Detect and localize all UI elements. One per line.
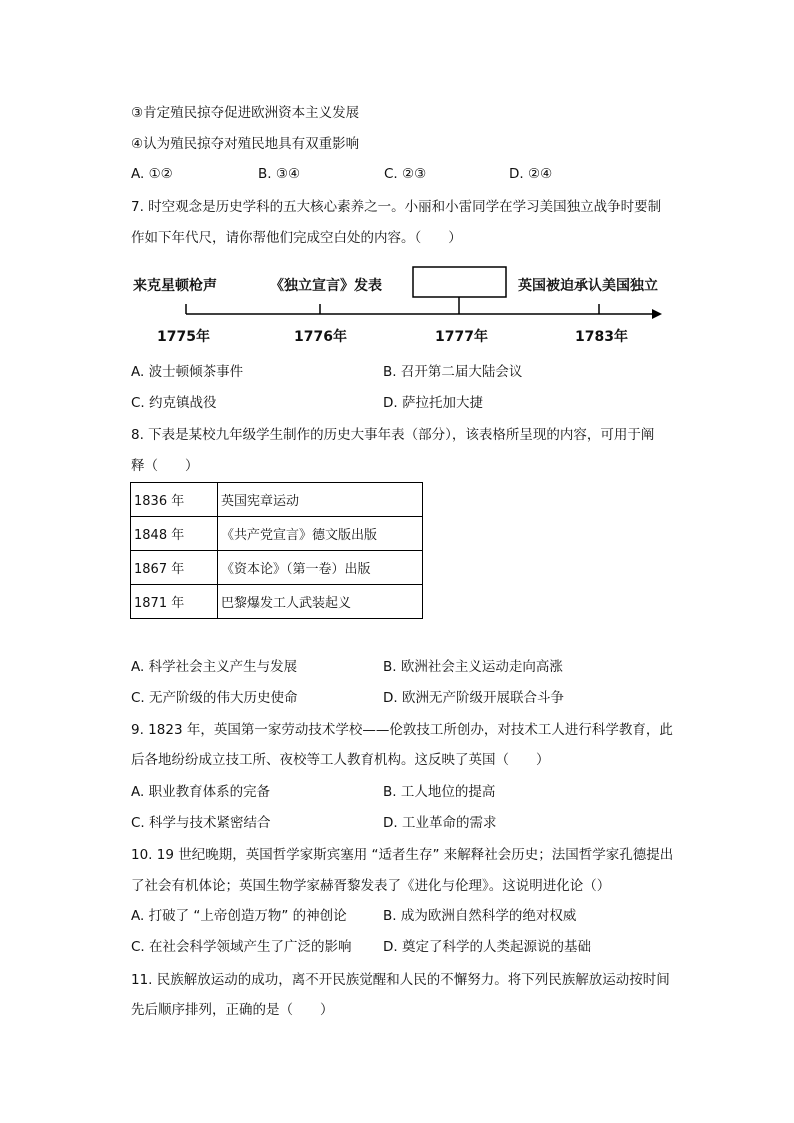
table-cell-year: 1848 年 <box>131 517 218 551</box>
q10-option-a: A. 打破了 “上帝创造万物” 的神创论 <box>131 908 347 924</box>
table-cell-event: 《共产党宣言》德文版出版 <box>218 517 423 551</box>
q8-option-b: B. 欧洲社会主义运动走向高涨 <box>383 659 563 675</box>
table-row <box>131 483 423 517</box>
timeline-year-1783: 1783年 <box>575 329 628 345</box>
table-cell-year: 1867 年 <box>131 551 218 585</box>
q11-stem-line1: 11. 民族解放运动的成功，离不开民族觉醒和人民的不懈努力。将下列民族解放运动按时间 <box>131 972 670 988</box>
q7-stem-line2: 作如下年代尺，请你帮他们完成空白处的内容。（ ） <box>131 230 462 246</box>
q9-stem-line2: 后各地纷纷成立技工所、夜校等工人教育机构。这反映了英国（ ） <box>131 752 550 768</box>
q10-option-b: B. 成为欧洲自然科学的绝对权威 <box>383 908 577 924</box>
q7-option-b: B. 召开第二届大陆会议 <box>383 364 523 380</box>
q10-option-c: C. 在社会科学领域产生了广泛的影响 <box>131 939 352 955</box>
q8-stem-line1: 8. 下表是某校九年级学生制作的历史大事年表（部分），该表格所呈现的内容，可用于阐 <box>131 427 655 443</box>
timeline-year-1776: 1776年 <box>294 329 347 345</box>
table-row <box>131 585 423 619</box>
q8-stem-line2: 释（ ） <box>131 458 199 474</box>
table-row <box>131 517 423 551</box>
q10-option-d: D. 奠定了科学的人类起源说的基础 <box>383 939 591 955</box>
q8-option-a: A. 科学社会主义产生与发展 <box>131 659 298 675</box>
timeline-label-1776: 《独立宣言》发表 <box>270 278 382 294</box>
q7-option-c: C. 约克镇战役 <box>131 395 217 411</box>
q10-stem-line1: 10. 19 世纪晚期，英国哲学家斯宾塞用 “适者生存” 来解释社会历史；法国哲学家孔德提出 <box>131 847 674 863</box>
table-cell-event: 巴黎爆发工人武装起义 <box>218 585 423 619</box>
q9-option-a: A. 职业教育体系的完备 <box>131 784 271 800</box>
q9-option-d: D. 工业革命的需求 <box>383 815 497 831</box>
q9-stem-line1: 9. 1823 年，英国第一家劳动技术学校——伦敦技工所创办，对技术工人进行科学教育，此 <box>131 722 673 738</box>
q11-stem-line2: 先后顺序排列，正确的是（ ） <box>131 1002 334 1018</box>
q6-option-b: B. ③④ <box>258 166 301 182</box>
q10-stem-line2: 了社会有机体论；英国生物学家赫胥黎发表了《进化与伦理》。这说明进化论（） <box>131 878 611 894</box>
table-cell-event: 《资本论》（第一卷）出版 <box>218 551 423 585</box>
timeline-label-1775: 来克星顿枪声 <box>133 278 217 294</box>
q9-option-c: C. 科学与技术紧密结合 <box>131 815 271 831</box>
statement-3: ③肯定殖民掠夺促进欧洲资本主义发展 <box>131 105 360 121</box>
q6-option-d: D. ②④ <box>509 166 553 182</box>
timeline-year-1775: 1775年 <box>157 329 210 345</box>
timeline-year-1777: 1777年 <box>435 329 488 345</box>
table-cell-year: 1871 年 <box>131 585 218 619</box>
table-cell-event: 英国宪章运动 <box>218 483 423 517</box>
table-cell-year: 1836 年 <box>131 483 218 517</box>
q8-option-d: D. 欧洲无产阶级开展联合斗争 <box>383 690 564 706</box>
q9-option-b: B. 工人地位的提高 <box>383 784 496 800</box>
timeline-blank-box <box>413 267 506 297</box>
q7-option-a: A. 波士顿倾茶事件 <box>131 364 244 380</box>
arrow-right-icon <box>652 309 662 319</box>
q7-option-d: D. 萨拉托加大捷 <box>383 395 483 411</box>
q6-option-a: A. ①② <box>131 166 173 182</box>
timeline-axis <box>0 266 794 326</box>
timeline-label-1783: 英国被迫承认美国独立 <box>518 278 658 294</box>
q7-stem-line1: 7. 时空观念是历史学科的五大核心素养之一。小丽和小雷同学在学习美国独立战争时要制 <box>131 199 662 215</box>
q8-option-c: C. 无产阶级的伟大历史使命 <box>131 690 298 706</box>
statement-4: ④认为殖民掠夺对殖民地具有双重影响 <box>131 136 360 152</box>
events-table <box>130 482 423 619</box>
table-row <box>131 551 423 585</box>
q6-option-c: C. ②③ <box>384 166 427 182</box>
